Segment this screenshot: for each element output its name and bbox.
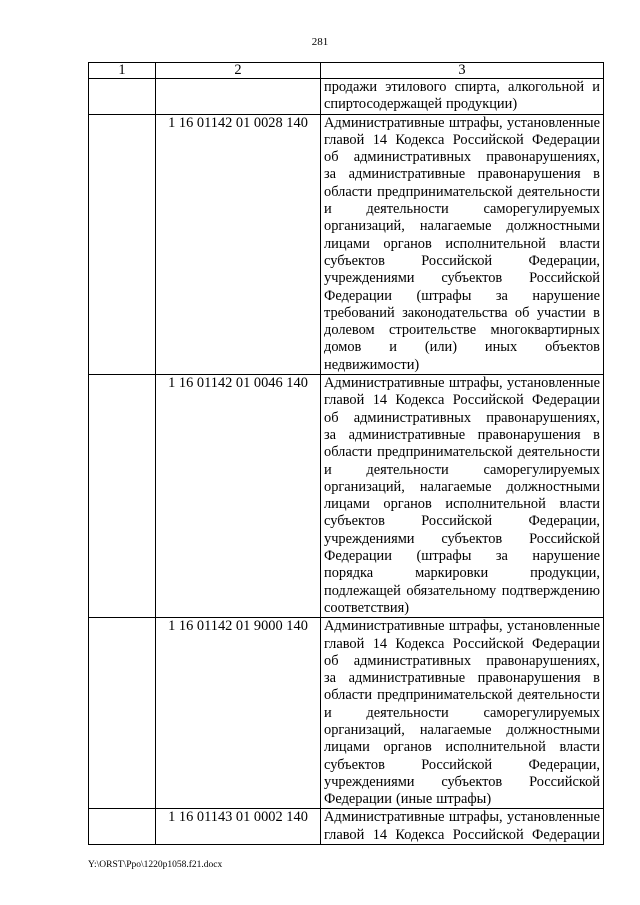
description-line xyxy=(324,757,600,774)
word: субъектов xyxy=(441,530,503,547)
table-header-row xyxy=(89,63,604,79)
word: Российской xyxy=(421,513,493,530)
word: порядка xyxy=(324,565,374,582)
description-line xyxy=(324,705,600,722)
row-number-cell xyxy=(89,375,156,618)
word: алкогольной xyxy=(508,79,585,95)
word: (иные xyxy=(395,791,433,808)
description-line xyxy=(324,149,600,166)
description-line xyxy=(324,79,600,96)
table-row xyxy=(89,618,604,809)
word: Федерации xyxy=(324,287,392,304)
description-line xyxy=(324,809,600,826)
word: Федерации xyxy=(324,548,392,565)
word: 14 xyxy=(372,131,388,148)
description-line xyxy=(324,687,600,704)
word: Административные xyxy=(324,114,445,131)
word: Федерации xyxy=(532,635,600,652)
word: исполнительной xyxy=(445,739,546,756)
word: установленные xyxy=(507,375,600,392)
header-col-2: 2 xyxy=(156,63,321,79)
word: 14 xyxy=(372,635,388,652)
word: правонарушения xyxy=(477,426,581,443)
word: установленные xyxy=(507,114,600,131)
word: объектов xyxy=(545,339,600,356)
description-line xyxy=(324,236,600,253)
description-line xyxy=(324,339,600,356)
word: Федерации xyxy=(532,131,600,148)
word: в xyxy=(593,670,600,687)
word: недвижимости) xyxy=(324,356,420,373)
word: Российской xyxy=(452,635,524,652)
table-row xyxy=(89,809,604,845)
word: Российской xyxy=(421,252,493,269)
word: Административные xyxy=(324,375,445,392)
row-number-cell xyxy=(89,618,156,809)
description-line xyxy=(324,166,600,183)
word: лицами xyxy=(324,496,370,513)
word: штрафы, xyxy=(448,809,503,826)
header-col-1: 1 xyxy=(89,63,156,79)
word: Кодекса xyxy=(395,826,445,843)
page-number: 281 xyxy=(311,36,329,48)
word: нарушение xyxy=(532,287,600,304)
word: об xyxy=(324,409,339,426)
description-line xyxy=(324,583,600,600)
word: соответствия) xyxy=(324,599,410,616)
word: области xyxy=(324,444,373,461)
word: 14 xyxy=(372,392,388,409)
word: многоквартирных xyxy=(490,322,600,339)
word: штрафы, xyxy=(448,618,503,635)
description-cell xyxy=(321,114,604,374)
word: учреждениями xyxy=(324,773,415,790)
word: штрафы, xyxy=(448,114,503,131)
table-row xyxy=(89,375,604,618)
description-cell xyxy=(321,618,604,809)
word: установленные xyxy=(507,618,600,635)
word: деятельности xyxy=(517,183,600,200)
word: органов xyxy=(383,496,432,513)
word: Кодекса xyxy=(395,392,445,409)
word: учреждениями xyxy=(324,270,415,287)
description-line xyxy=(324,531,600,548)
description-cell xyxy=(321,809,604,845)
description-cell xyxy=(321,79,604,115)
word: за xyxy=(495,548,508,565)
word: законодательства xyxy=(402,304,508,321)
word: Кодекса xyxy=(395,131,445,148)
word: главой xyxy=(324,131,365,148)
word: в xyxy=(593,166,600,183)
budget-code-cell: 1 16 01142 01 0046 140 xyxy=(156,375,321,618)
word: за xyxy=(324,670,337,687)
word: иных xyxy=(484,339,518,356)
word: власти xyxy=(559,235,600,252)
description-line xyxy=(324,496,600,513)
word: налагаемые xyxy=(419,721,492,738)
word: долевом xyxy=(324,322,375,339)
word: административные xyxy=(348,670,466,687)
word: административных xyxy=(353,149,472,166)
word: спиртосодержащей xyxy=(324,96,443,113)
word: продукции) xyxy=(446,96,518,113)
word: Федерации, xyxy=(528,513,600,530)
word: 14 xyxy=(372,826,388,843)
word: правонарушениях, xyxy=(486,409,600,426)
description-line xyxy=(324,375,600,392)
description-line xyxy=(324,791,600,808)
row-number-cell xyxy=(89,809,156,845)
word: области xyxy=(324,183,373,200)
word: Федерации, xyxy=(528,252,600,269)
word: Российской xyxy=(421,756,493,773)
word: Федерации xyxy=(532,826,600,843)
description-line xyxy=(324,132,600,149)
budget-code-cell: 1 16 01142 01 9000 140 xyxy=(156,618,321,809)
description-line xyxy=(324,305,600,322)
word: штрафы) xyxy=(436,791,492,808)
budget-code-cell: 1 16 01143 01 0002 140 xyxy=(156,809,321,845)
description-line xyxy=(324,462,600,479)
word: главой xyxy=(324,826,365,843)
description-line xyxy=(324,618,600,635)
table-row xyxy=(89,114,604,374)
word: в xyxy=(593,426,600,443)
word: Федерации xyxy=(324,791,392,808)
word: субъектов xyxy=(441,773,503,790)
description-line xyxy=(324,444,600,461)
description-line xyxy=(324,253,600,270)
word: об xyxy=(324,149,339,166)
budget-codes-table xyxy=(88,62,604,845)
word: за xyxy=(324,166,337,183)
table-row xyxy=(89,79,604,115)
word: об xyxy=(324,652,339,669)
word: организаций, xyxy=(324,721,405,738)
description-line xyxy=(324,565,600,582)
word: власти xyxy=(559,739,600,756)
word: лицами xyxy=(324,739,370,756)
word: предпринимательской xyxy=(377,183,513,200)
description-line xyxy=(324,357,600,374)
word: административные xyxy=(348,166,466,183)
word: этилового xyxy=(385,79,447,95)
word: налагаемые xyxy=(419,218,492,235)
word: и xyxy=(389,339,397,356)
description-line xyxy=(324,636,600,653)
word: установленные xyxy=(507,809,600,826)
description-cell xyxy=(321,375,604,618)
word: правонарушениях, xyxy=(486,149,600,166)
description-line xyxy=(324,115,600,132)
description-line xyxy=(324,410,600,427)
word: саморегулируемых xyxy=(483,461,600,478)
word: правонарушения xyxy=(477,670,581,687)
description-line xyxy=(324,270,600,287)
description-line xyxy=(324,392,600,409)
description-line xyxy=(324,513,600,530)
header-col-3: 3 xyxy=(321,63,604,79)
description-line xyxy=(324,479,600,496)
word: Российской xyxy=(452,392,524,409)
word: Федерации, xyxy=(528,756,600,773)
word: обязательному xyxy=(406,582,497,599)
word: об xyxy=(514,304,530,321)
word: области xyxy=(324,687,373,704)
word: нарушение xyxy=(532,548,600,565)
word: в xyxy=(593,304,600,321)
word: административных xyxy=(353,652,472,669)
word: строительстве xyxy=(389,322,477,339)
word: штрафы, xyxy=(448,375,503,392)
word: и xyxy=(324,704,332,721)
word: Российской xyxy=(529,773,600,790)
word: Российской xyxy=(529,530,600,547)
word: административные xyxy=(348,426,466,443)
word: Административные xyxy=(324,618,445,635)
word: за xyxy=(324,426,337,443)
word: саморегулируемых xyxy=(483,201,600,218)
file-path-footer: Y:\ORST\Ppo\1220p1058.f21.docx xyxy=(88,860,223,870)
word: главой xyxy=(324,635,365,652)
word: за xyxy=(495,287,508,304)
word: организаций, xyxy=(324,218,405,235)
word: (штрафы xyxy=(416,287,472,304)
word: Российской xyxy=(452,131,524,148)
word: Кодекса xyxy=(395,635,445,652)
description-line xyxy=(324,322,600,339)
word: налагаемые xyxy=(419,478,492,495)
word: и xyxy=(324,201,332,218)
row-number-cell xyxy=(89,114,156,374)
word: лицами xyxy=(324,235,370,252)
description-line xyxy=(324,739,600,756)
description-line xyxy=(324,670,600,687)
word: маркировки xyxy=(415,565,489,582)
description-line xyxy=(324,218,600,235)
word: правонарушения xyxy=(477,166,581,183)
description-line xyxy=(324,201,600,218)
word: исполнительной xyxy=(445,496,546,513)
word: участии xyxy=(536,304,586,321)
word: деятельности xyxy=(366,461,449,478)
word: главой xyxy=(324,392,365,409)
description-line xyxy=(324,427,600,444)
description-line xyxy=(324,184,600,201)
description-line xyxy=(324,288,600,305)
description-line xyxy=(324,600,600,617)
word: предпринимательской xyxy=(377,687,513,704)
word: продажи xyxy=(324,79,378,95)
word: учреждениями xyxy=(324,530,415,547)
word: организаций, xyxy=(324,478,405,495)
word: подлежащей xyxy=(324,582,401,599)
budget-code-cell xyxy=(156,79,321,115)
word: должностными xyxy=(506,218,600,235)
word: правонарушениях, xyxy=(486,652,600,669)
word: и xyxy=(592,79,600,95)
word: Российской xyxy=(529,270,600,287)
word: Федерации xyxy=(532,392,600,409)
word: должностными xyxy=(506,478,600,495)
row-number-cell xyxy=(89,79,156,115)
word: субъектов xyxy=(324,756,385,773)
description-line xyxy=(324,827,600,844)
word: субъектов xyxy=(324,513,385,530)
word: Российской xyxy=(452,826,524,843)
word: требований xyxy=(324,304,395,321)
description-line xyxy=(324,548,600,565)
word: домов xyxy=(324,339,362,356)
word: субъектов xyxy=(441,270,503,287)
description-line xyxy=(324,96,600,113)
description-line xyxy=(324,774,600,791)
word: и xyxy=(324,461,332,478)
word: административных xyxy=(353,409,472,426)
word: должностными xyxy=(506,721,600,738)
word: исполнительной xyxy=(445,235,546,252)
word: деятельности xyxy=(517,444,600,461)
budget-code-cell: 1 16 01142 01 0028 140 xyxy=(156,114,321,374)
word: предпринимательской xyxy=(377,444,513,461)
word: власти xyxy=(559,496,600,513)
description-line xyxy=(324,653,600,670)
word: подтверждению xyxy=(501,582,600,599)
word: спирта, xyxy=(454,79,500,95)
word: деятельности xyxy=(366,704,449,721)
word: продукции, xyxy=(530,565,600,582)
description-line xyxy=(324,722,600,739)
word: деятельности xyxy=(366,201,449,218)
word: деятельности xyxy=(517,687,600,704)
word: (штрафы xyxy=(416,548,472,565)
word: субъектов xyxy=(324,252,385,269)
word: саморегулируемых xyxy=(483,704,600,721)
word: Административные xyxy=(324,809,445,826)
word: (или) xyxy=(424,339,457,356)
word: органов xyxy=(383,235,432,252)
word: органов xyxy=(383,739,432,756)
